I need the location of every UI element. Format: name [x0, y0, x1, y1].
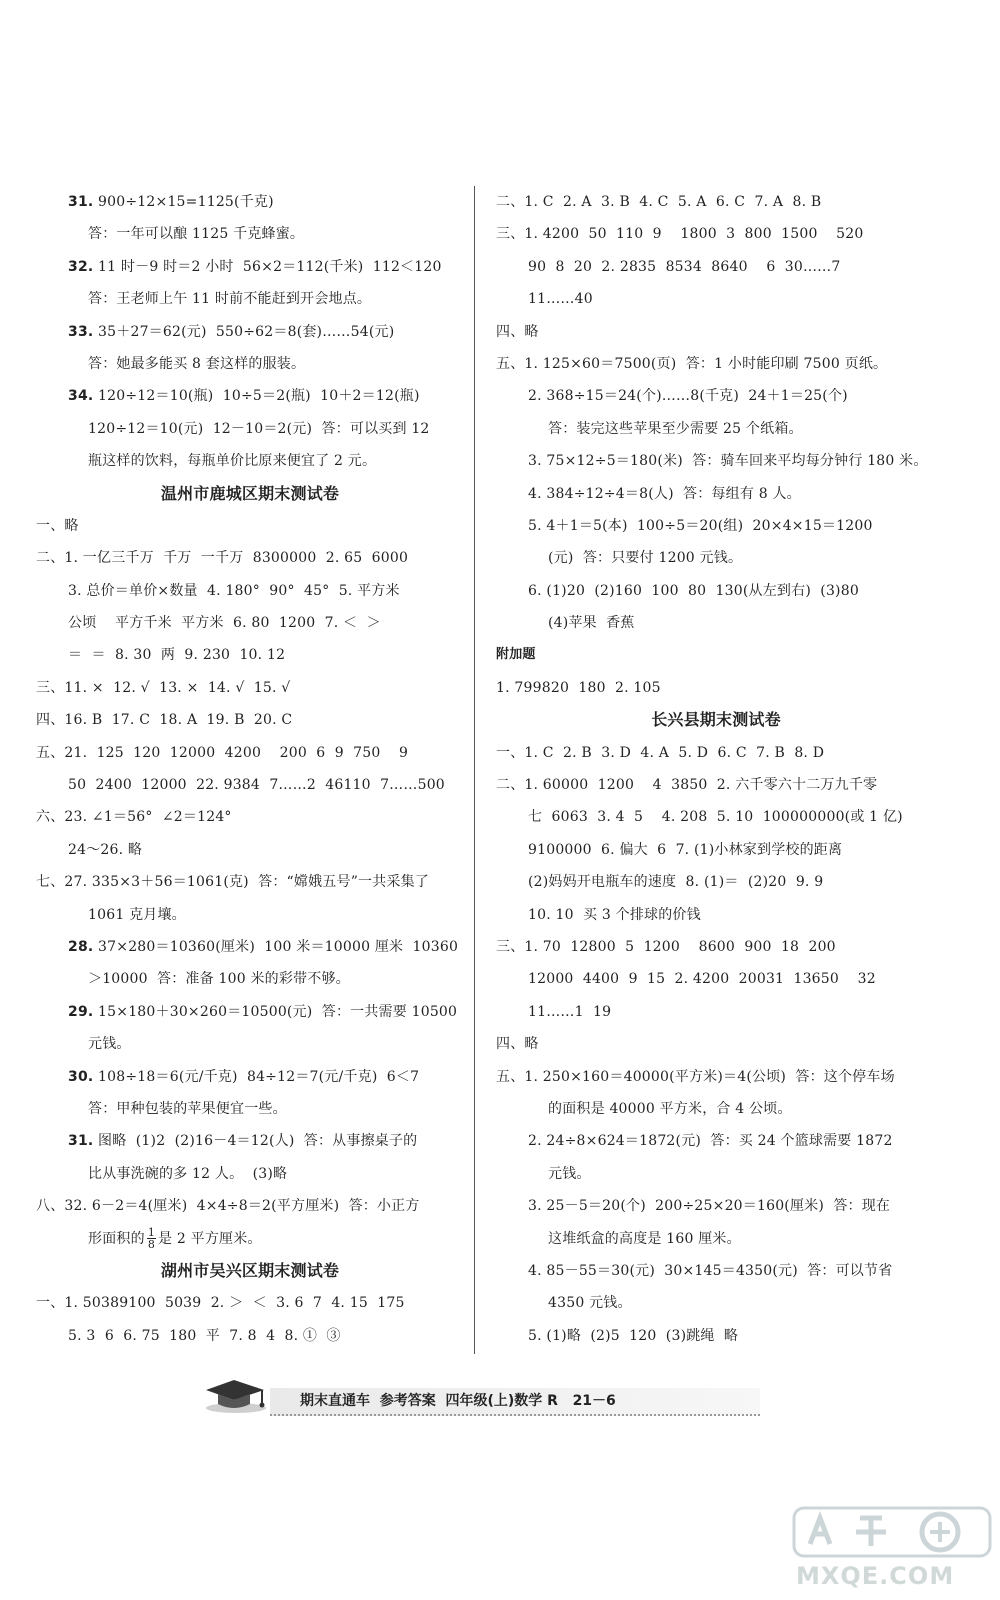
- answer-line: [36, 1061, 464, 1093]
- question-number: 32.: [68, 258, 94, 275]
- line-text: 3. 25－5＝20(个) 200÷25×20＝160(厘米) 答：现在: [528, 1198, 891, 1215]
- answer-line: [496, 963, 936, 995]
- answer-line: [36, 1028, 464, 1060]
- line-text: 一、1. C 2. B 3. D 4. A 5. D 6. C 7. B 8. D: [496, 744, 825, 761]
- answer-line: [496, 445, 936, 477]
- answer-line: [496, 866, 936, 898]
- right-column: [496, 186, 936, 1352]
- line-text: 是 2 平方厘米。: [158, 1230, 262, 1247]
- line-text: 的面积是 40000 平方米，合 4 公顷。: [548, 1100, 792, 1117]
- answer-line: [496, 348, 936, 380]
- line-text: 三、1. 4200 50 110 9 1800 3 800 1500 520: [496, 226, 864, 243]
- line-text: 2. 368÷15＝24(个)……8(千克) 24＋1＝25(个): [528, 388, 848, 405]
- line-text: 答：装完这些苹果至少需要 25 个纸箱。: [548, 420, 803, 437]
- line-text: 9100000 6. 偏大 6 7. (1)小林家到学校的距离: [528, 841, 843, 858]
- line-text: 11……40: [528, 291, 593, 308]
- line-text: 37×280＝10360(厘米) 100 米＝10000 厘米 10360: [93, 938, 459, 955]
- line-text: 2. 24÷8×624＝1872(元) 答：买 24 个篮球需要 1872: [528, 1133, 893, 1150]
- answer-line: [496, 1158, 936, 1190]
- line-text: 15×180＋30×260＝10500(元) 答：一共需要 10500: [93, 1003, 458, 1020]
- line-text: 120÷12＝10(瓶) 10÷5＝2(瓶) 10＋2＝12(瓶): [93, 388, 420, 405]
- answer-line: [496, 1287, 936, 1319]
- answer-line: [496, 380, 936, 412]
- answer-line: [36, 769, 464, 801]
- answer-line: [496, 218, 936, 250]
- line-text: 120÷12＝10(元) 12－10＝2(元) 答：可以买到 12: [88, 420, 430, 437]
- question-number: 33.: [68, 323, 94, 340]
- line-text: 四、略: [496, 323, 539, 340]
- answer-line: [496, 769, 936, 801]
- line-text: 4. 384÷12÷4＝8(人) 答：每组有 8 人。: [528, 485, 801, 502]
- line-text: 八、32. 6－2＝4(厘米) 4×4÷8＝2(平方厘米) 答：小正方: [36, 1198, 420, 1215]
- graduation-cap-icon: [200, 1374, 272, 1414]
- line-text: 五、1. 250×160＝40000(平方米)＝4(公顷) 答：这个停车场: [496, 1068, 895, 1085]
- line-text: 4. 85－55＝30(元) 30×145＝4350(元) 答：可以节省: [528, 1262, 893, 1279]
- watermark-logo: [790, 1502, 996, 1562]
- line-text: 三、1. 70 12800 5 1200 8600 900 18 200: [496, 938, 836, 955]
- line-text: 3. 总价＝单价×数量 4. 180° 90° 45° 5. 平方米: [68, 582, 400, 599]
- answer-line: [36, 963, 464, 995]
- line-text: 元钱。: [88, 1036, 131, 1053]
- line-text: 四、略: [496, 1036, 539, 1053]
- answer-line: [36, 801, 464, 833]
- section-heading: [36, 478, 464, 510]
- answer-line: [496, 737, 936, 769]
- line-text: 长兴县期末测试卷: [651, 710, 781, 730]
- answer-line: [36, 251, 464, 283]
- answer-line: [496, 672, 936, 704]
- line-text: 这堆纸盒的高度是 160 厘米。: [548, 1230, 741, 1247]
- answer-line: [496, 899, 936, 931]
- line-text: 答：她最多能买 8 套这样的服装。: [88, 355, 306, 372]
- answer-line: [496, 1223, 936, 1255]
- line-text: 10. 10 买 3 个排球的价钱: [528, 906, 701, 923]
- line-text: 答：甲种包装的苹果便宜一些。: [88, 1100, 287, 1117]
- line-text: (元) 答：只要付 1200 元钱。: [548, 550, 743, 567]
- question-number: 34.: [68, 388, 94, 405]
- line-prefix: 形面积的: [88, 1230, 145, 1247]
- answer-line: [36, 445, 464, 477]
- line-text: 比从事洗碗的多 12 人。 (3)略: [88, 1165, 288, 1182]
- answer-line: [36, 899, 464, 931]
- line-text: 一、略: [36, 517, 79, 534]
- footer-text: 期末直通车 参考答案 四年级(上)数学 R 21－6: [300, 1393, 616, 1409]
- line-text: 答：一年可以酿 1125 千克蜂蜜。: [88, 226, 305, 243]
- line-text: 公顷 平方千米 平方米 6. 80 1200 7. ＜ ＞: [68, 615, 381, 632]
- answer-line: [36, 186, 464, 218]
- line-text: 90 8 20 2. 2835 8534 8640 6 30……7: [528, 258, 841, 275]
- line-text: 二、1. 一亿三千万 千万 一千万 8300000 2. 65 6000: [36, 550, 409, 567]
- answer-line: [36, 737, 464, 769]
- line-text: 11……1 19: [528, 1003, 612, 1020]
- line-text: 五、1. 125×60＝7500(页) 答：1 小时能印刷 7500 页纸。: [496, 355, 888, 372]
- line-text: 11 时－9 时＝2 小时 56×2＝112(千米) 112＜120: [93, 258, 442, 275]
- line-text: 5. 3 6 6. 75 180 平 7. 8 4 8. ① ③: [68, 1327, 341, 1344]
- line-text: 24～26. 略: [68, 841, 143, 858]
- answer-line: [496, 834, 936, 866]
- answer-line: [496, 1028, 936, 1060]
- answer-line: [36, 348, 464, 380]
- answer-line: [496, 575, 936, 607]
- line-text: 温州市鹿城区期末测试卷: [160, 483, 340, 503]
- line-text: 二、1. 60000 1200 4 3850 2. 六千零六十二万九千零: [496, 777, 878, 794]
- answer-line: [36, 607, 464, 639]
- line-text: 三、11. × 12. √ 13. × 14. √ 15. √: [36, 679, 291, 696]
- answer-line: [36, 575, 464, 607]
- line-text: (2)妈妈开电瓶车的速度 8. (1)＝ (2)20 9. 9: [528, 874, 824, 891]
- question-number: 31.: [68, 1133, 94, 1150]
- answer-line: [36, 672, 464, 704]
- column-divider: [474, 186, 475, 1354]
- question-number: 28.: [68, 938, 94, 955]
- line-text: 一、1. 50389100 5039 2. ＞ ＜ 3. 6 7 4. 15 175: [36, 1295, 405, 1312]
- answer-line: [496, 1061, 936, 1093]
- line-text: 瓶这样的饮料，每瓶单价比原来便宜了 2 元。: [88, 453, 377, 470]
- answer-line: [496, 413, 936, 445]
- answer-line: [36, 1287, 464, 1319]
- answer-line: [36, 866, 464, 898]
- answer-line: [36, 510, 464, 542]
- answer-line: [36, 1158, 464, 1190]
- answer-line: [496, 542, 936, 574]
- line-text: 六、23. ∠1＝56° ∠2＝124°: [36, 809, 232, 826]
- fraction-denominator: 8: [147, 1238, 156, 1251]
- answer-line: [496, 931, 936, 963]
- answer-line: [36, 1223, 464, 1255]
- answer-line: [496, 478, 936, 510]
- answer-line: [36, 1093, 464, 1125]
- answer-line: [496, 1125, 936, 1157]
- line-text: 4350 元钱。: [548, 1295, 632, 1312]
- fraction-numerator: 1: [147, 1226, 156, 1239]
- watermark: [790, 1502, 996, 1594]
- line-text: 5. (1)略 (2)5 120 (3)跳绳 略: [528, 1327, 739, 1344]
- line-text: 七、27. 335×3＋56＝1061(克) 答：“嫦娥五号”一共采集了: [36, 874, 430, 891]
- question-number: 29.: [68, 1003, 94, 1020]
- answer-line: [496, 316, 936, 348]
- answer-line: [496, 283, 936, 315]
- answer-line: [36, 218, 464, 250]
- answer-line: [496, 1190, 936, 1222]
- line-text: 1061 克月壤。: [88, 906, 186, 923]
- line-text: 湖州市吴兴区期末测试卷: [160, 1260, 340, 1280]
- answer-line: [36, 316, 464, 348]
- left-column: [36, 186, 464, 1352]
- fraction: [147, 1227, 156, 1250]
- line-text: ＞10000 答：准备 100 米的彩带不够。: [88, 971, 350, 988]
- answer-line: [36, 834, 464, 866]
- section-heading: [496, 704, 936, 736]
- answer-line: [496, 1255, 936, 1287]
- answer-line: [36, 996, 464, 1028]
- line-text: 900÷12×15=1125(千克): [93, 194, 274, 210]
- line-text: 108÷18＝6(元/千克) 84÷12＝7(元/千克) 6＜7: [93, 1068, 420, 1085]
- line-text: 七 6063 3. 4 5 4. 208 5. 10 100000000(或 1 亿): [528, 809, 903, 826]
- line-text: 元钱。: [548, 1165, 591, 1182]
- answer-line: [36, 704, 464, 736]
- watermark-url: MXQE.COM: [796, 1562, 955, 1590]
- answer-line: [36, 542, 464, 574]
- line-text: ＝ ＝ 8. 30 两 9. 230 10. 12: [68, 647, 286, 664]
- answer-line: [496, 510, 936, 542]
- line-text: 5. 4＋1＝5(本) 100÷5＝20(组) 20×4×15＝1200: [528, 517, 873, 534]
- answer-line: [36, 283, 464, 315]
- line-text: 四、16. B 17. C 18. A 19. B 20. C: [36, 712, 293, 729]
- answer-line: [496, 1320, 936, 1352]
- line-text: 附加题: [496, 647, 536, 663]
- answer-line: [36, 931, 464, 963]
- line-text: 3. 75×12÷5＝180(米) 答：骑车回来平均每分钟行 180 米。: [528, 453, 928, 470]
- answer-line: [36, 1125, 464, 1157]
- answer-line: [496, 607, 936, 639]
- answer-line: [496, 186, 936, 218]
- section-heading: [36, 1255, 464, 1287]
- question-number: 30.: [68, 1068, 94, 1085]
- line-text: (4)苹果 香蕉: [548, 615, 635, 632]
- answer-line: [36, 1320, 464, 1352]
- answer-line: [496, 251, 936, 283]
- line-text: 6. (1)20 (2)160 100 80 130(从左到右) (3)80: [528, 582, 859, 599]
- subsection-heading: [496, 639, 936, 671]
- page-footer: [200, 1374, 760, 1418]
- answer-line: [36, 1190, 464, 1222]
- answer-line: [496, 996, 936, 1028]
- line-text: 答：王老师上午 11 时前不能赶到开会地点。: [88, 291, 372, 308]
- line-text: 35＋27＝62(元) 550÷62＝8(套)……54(元): [93, 323, 395, 340]
- line-text: 50 2400 12000 22. 9384 7……2 46110 7……500: [68, 777, 445, 794]
- answer-line: [496, 1093, 936, 1125]
- question-number: 31.: [68, 194, 94, 210]
- line-text: 图略 (1)2 (2)16－4＝12(人) 答：从事擦桌子的: [93, 1133, 418, 1150]
- line-text: 五、21. 125 120 12000 4200 200 6 9 750 9: [36, 744, 409, 761]
- answer-line: [36, 639, 464, 671]
- answer-line: [36, 380, 464, 412]
- line-text: 12000 4400 9 15 2. 4200 20031 13650 32: [528, 971, 876, 988]
- line-text: 二、1. C 2. A 3. B 4. C 5. A 6. C 7. A 8. B: [496, 194, 822, 210]
- line-text: 1. 799820 180 2. 105: [496, 679, 661, 696]
- answer-line: [36, 413, 464, 445]
- answer-line: [496, 801, 936, 833]
